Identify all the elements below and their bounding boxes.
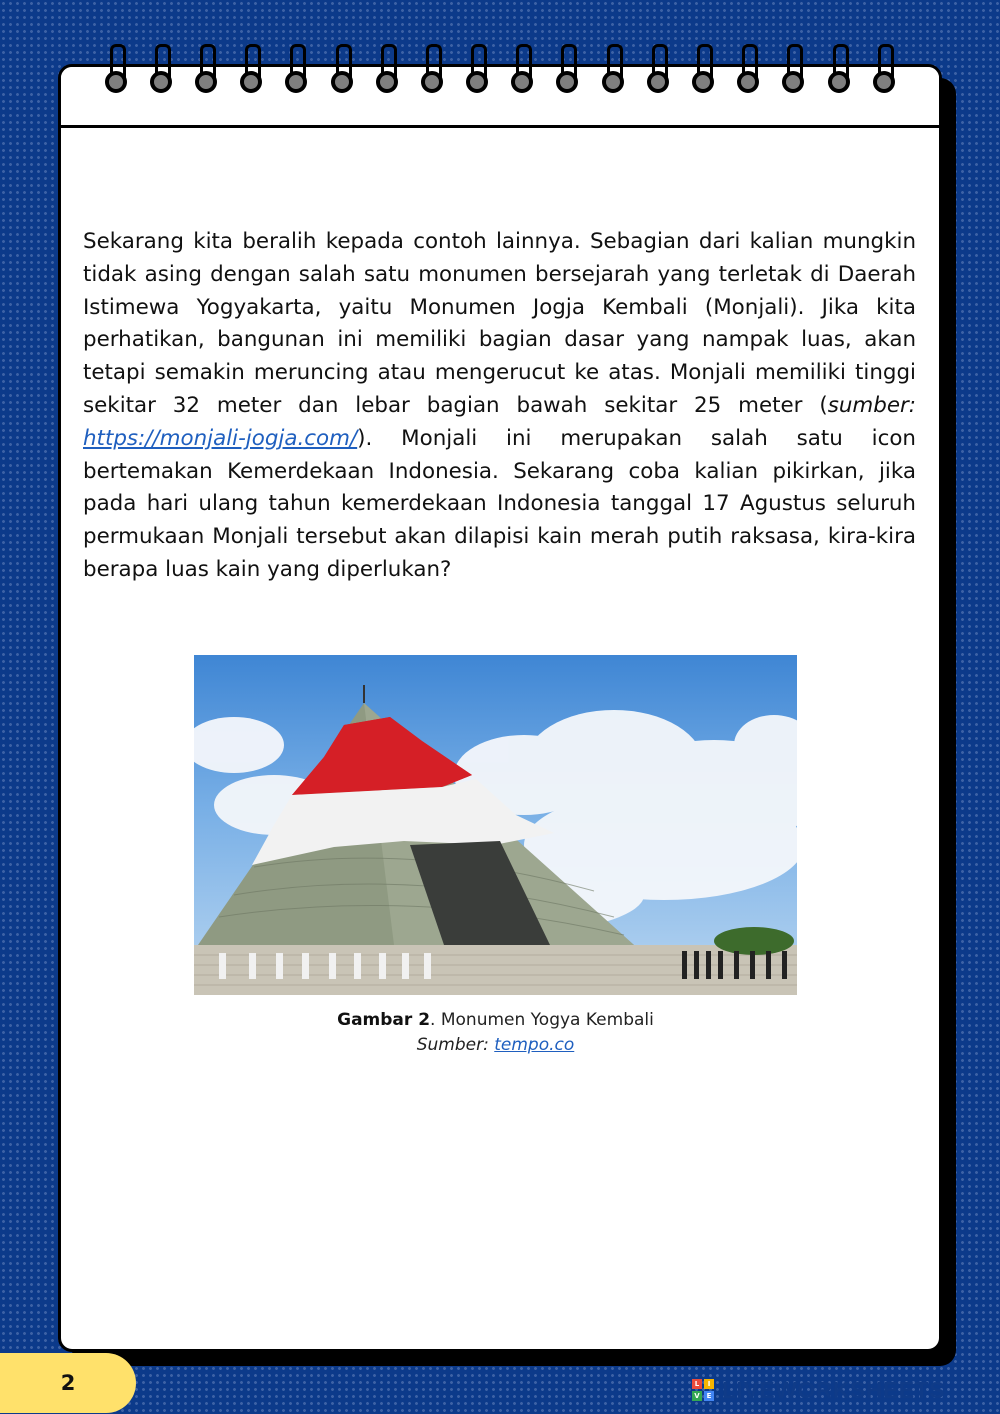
spiral-ring-icon <box>375 44 399 108</box>
brand-letter-l: L <box>692 1379 702 1389</box>
source-label: sumber: <box>827 392 916 418</box>
caption-line <box>194 1008 797 1033</box>
spiral-ring-icon <box>827 44 851 108</box>
spiral-rings <box>0 0 1000 140</box>
spiral-ring-icon <box>736 44 760 108</box>
spiral-ring-icon <box>510 44 534 108</box>
spiral-ring-icon <box>330 44 354 108</box>
monument-photo <box>194 655 797 995</box>
tree <box>714 927 794 955</box>
caption-text: . Monumen Yogya Kembali <box>430 1010 654 1030</box>
paragraph-part-2: ). Monjali ini merupakan salah satu icon bertemakan Kemerdekaan Indonesia. Sekarang coba kalian pikirkan, jika pada hari ulang tahun kemerdekaan Indonesia tanggal 17 Agustus seluruh permukaan Monjali tersebut akan dilapisi kain merah putih raksasa, kira-kira berapa luas kain yang diperlukan? <box>83 425 916 582</box>
brand-letter-v: V <box>692 1391 702 1401</box>
spiral-ring-icon <box>781 44 805 108</box>
brand-name: LIVEWORKSHEETS <box>722 1376 945 1403</box>
spiral-ring-icon <box>601 44 625 108</box>
spiral-ring-icon <box>104 44 128 108</box>
brand-letter-e: E <box>704 1391 714 1401</box>
page-number-badge <box>0 1353 136 1413</box>
caption-label: Gambar 2 <box>337 1010 431 1030</box>
spiral-ring-icon <box>872 44 896 108</box>
brand-grid-icon <box>692 1379 714 1401</box>
spiral-ring-icon <box>691 44 715 108</box>
caption-source-prefix: Sumber: <box>416 1035 489 1055</box>
spiral-ring-icon <box>194 44 218 108</box>
caption-source-link[interactable]: tempo.co <box>494 1035 575 1055</box>
page-number: 2 <box>60 1371 76 1395</box>
body-paragraph <box>83 226 916 587</box>
paragraph-part-1: Sekarang kita beralih kepada contoh lainnya. Sebagian dari kalian mungkin tidak asing dengan salah satu monumen bersejarah yang terletak di Daerah Istimewa Yogyakarta, yaitu Monumen Jogja Kembali (Monjali). Jika kita perhatikan, bangunan ini memiliki bagian dasar yang nampak luas, akan tetapi semakin meruncing atau mengerucut ke atas. Monjali memiliki tinggi sekitar 32 meter dan lebar bagian bawah sekitar 25 meter ( <box>83 229 916 418</box>
spiral-ring-icon <box>646 44 670 108</box>
spiral-ring-icon <box>284 44 308 108</box>
spiral-ring-icon <box>465 44 489 108</box>
spiral-ring-icon <box>149 44 173 108</box>
spiral-ring-icon <box>555 44 579 108</box>
brand-logo <box>692 1378 992 1402</box>
brand-letter-i: I <box>704 1379 714 1389</box>
source-link[interactable]: https://monjali-jogja.com/ <box>83 425 358 451</box>
spiral-ring-icon <box>239 44 263 108</box>
flag-red-top <box>292 717 472 795</box>
caption-source <box>194 1033 797 1058</box>
monument-illustration <box>194 655 797 995</box>
figure-caption <box>194 1008 797 1058</box>
spiral-ring-icon <box>420 44 444 108</box>
